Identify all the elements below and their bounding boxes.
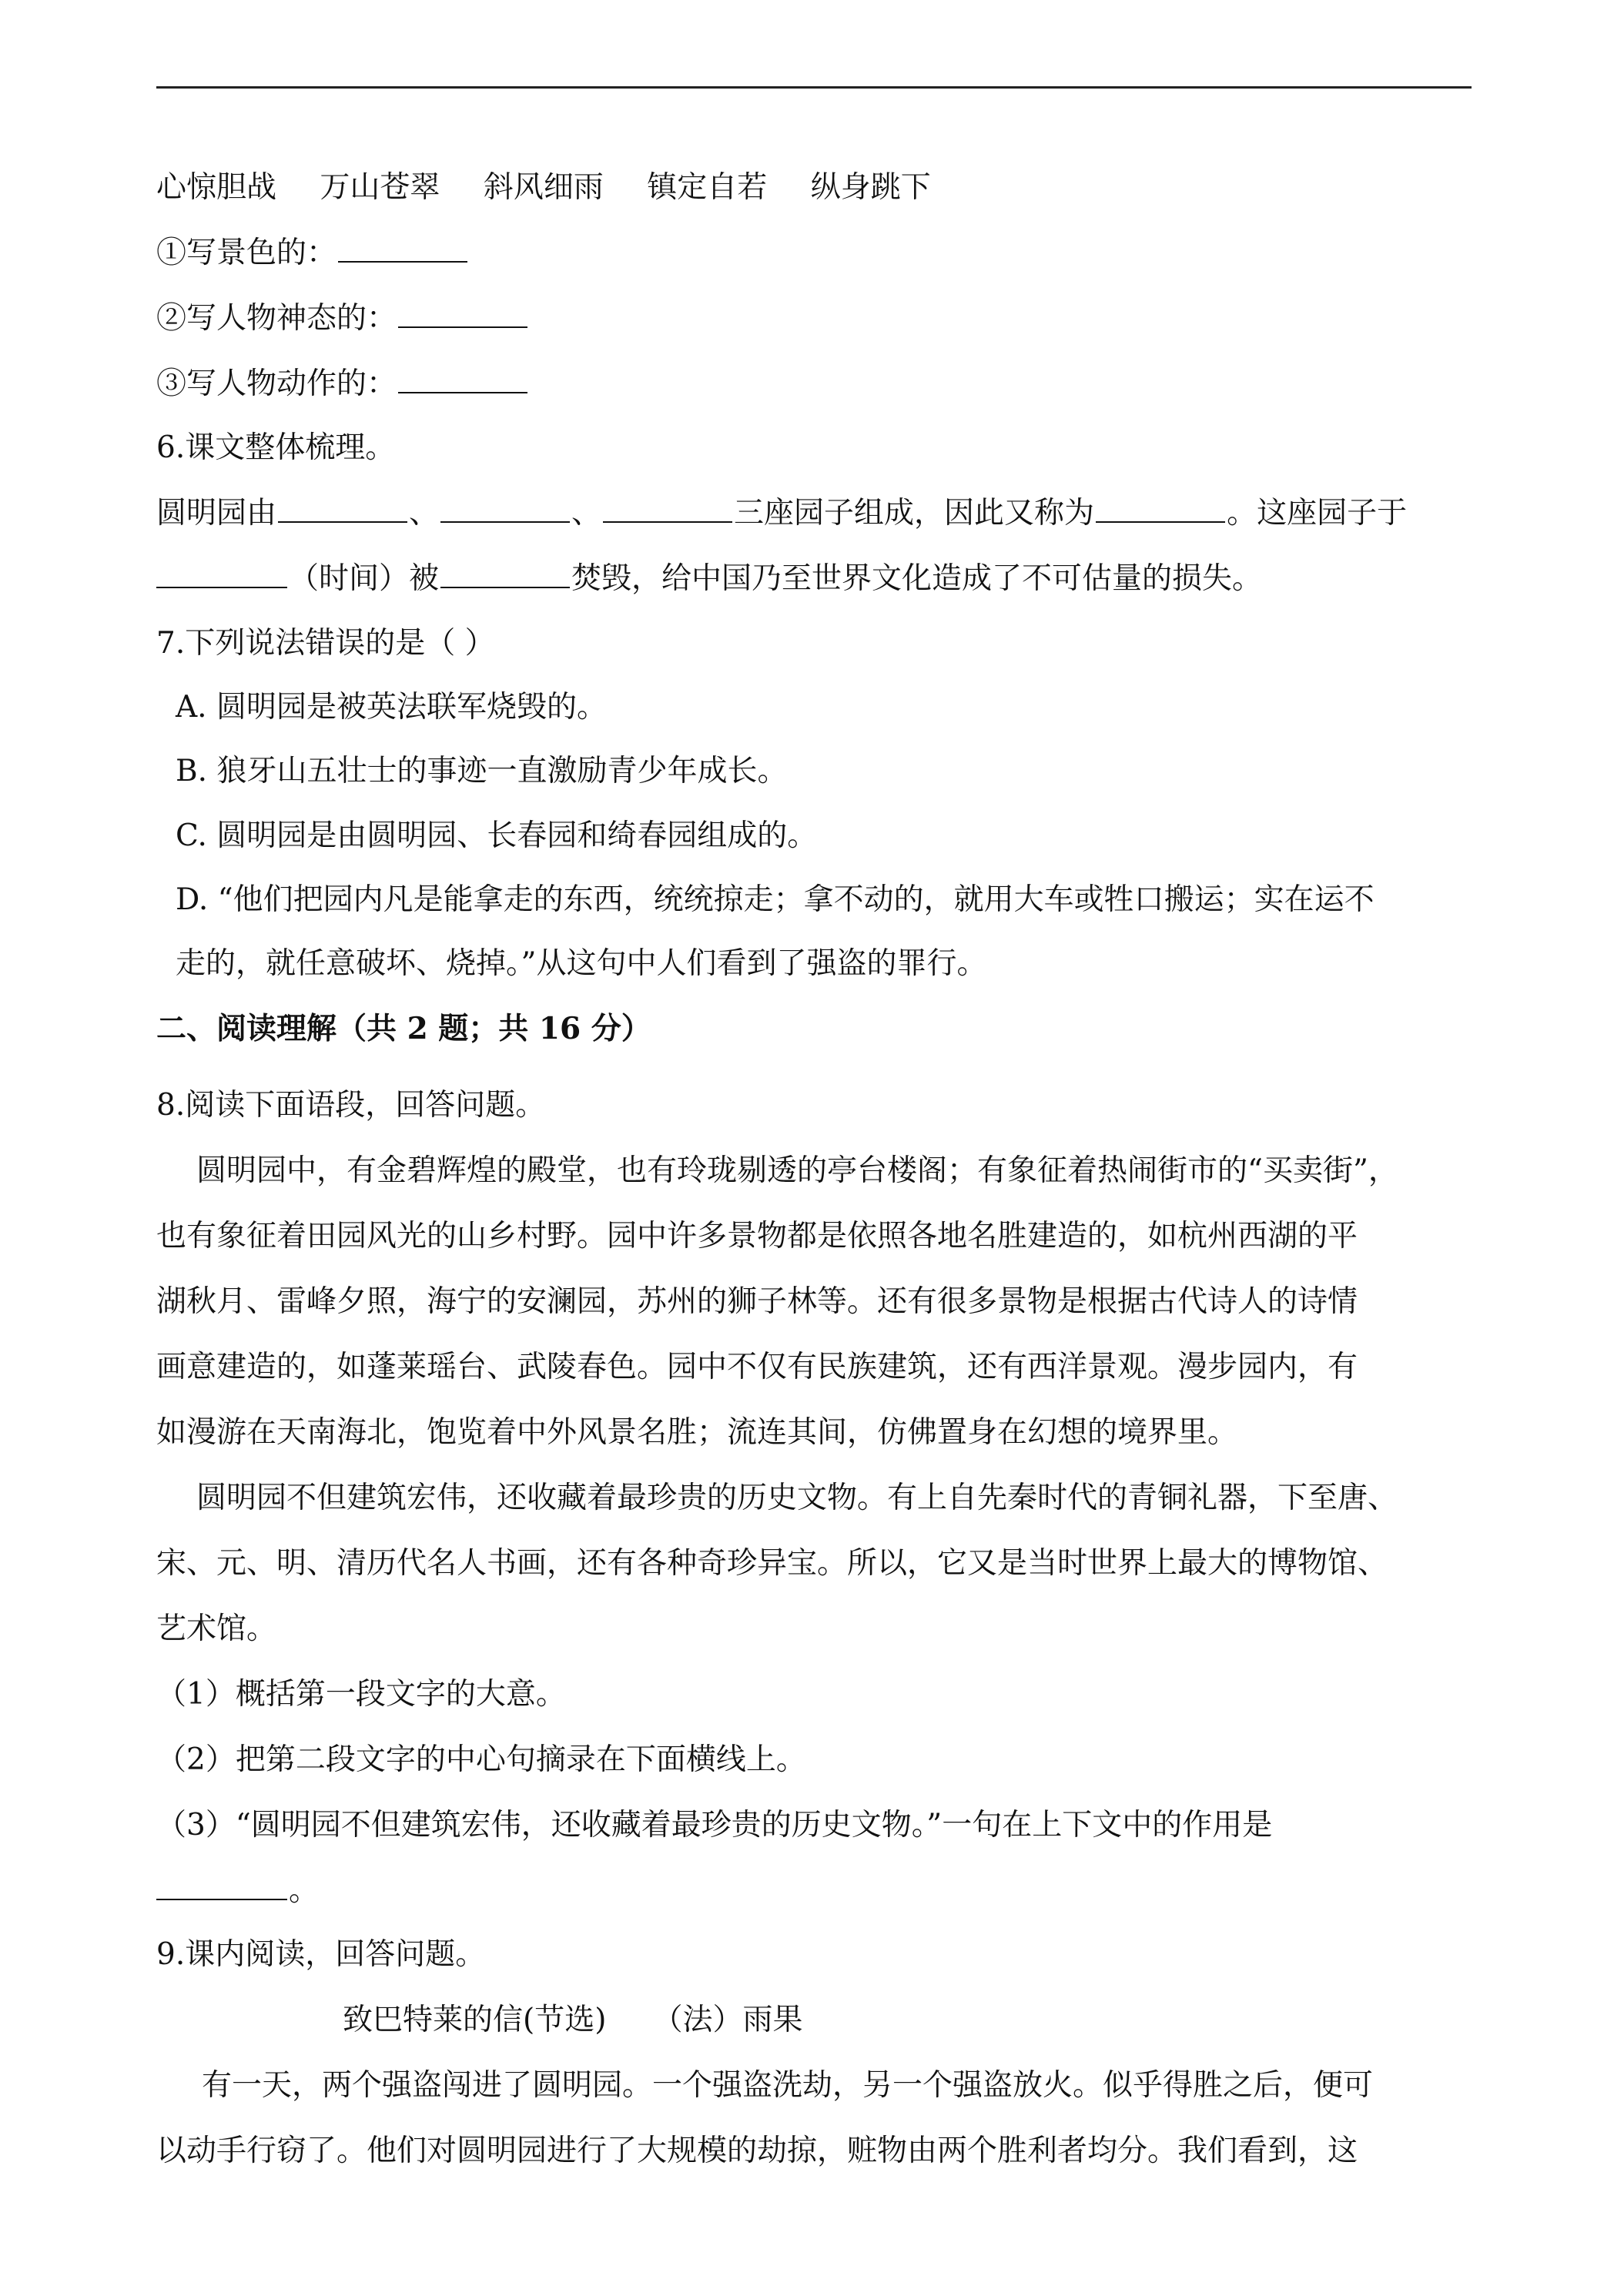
q5-item-label: ①写景色的： <box>156 236 337 270</box>
q8-text: 。 <box>289 1873 320 1908</box>
q6-text: 、 <box>571 496 602 530</box>
q6-text: 三座园子组成，因此又称为 <box>734 496 1095 530</box>
word-item: 心惊胆战 <box>156 170 277 205</box>
q6-line-2 <box>156 561 1262 598</box>
q7-title: 7.下列说法错误的是（ ） <box>156 626 495 661</box>
q6-text: 圆明园由 <box>156 496 277 530</box>
q7-option-d-cont: 走的，就任意破坏、烧掉。”从这句中人们看到了强盗的罪行。 <box>176 946 987 981</box>
q5-item-expression <box>156 300 529 338</box>
answer-blank[interactable] <box>278 498 407 523</box>
passage-line: 以动手行窃了。他们对圆明园进行了大规模的劫掠，赃物由两个胜利者均分。我们看到，这 <box>156 2134 1358 2168</box>
answer-blank[interactable] <box>1096 498 1225 523</box>
section-heading: 二、阅读理解（共 2 题；共 16 分） <box>156 1011 651 1046</box>
passage-line: 如漫游在天南海北，饱览着中外风景名胜；流连其间，仿佛置身在幻想的境界里。 <box>156 1415 1238 1450</box>
answer-blank[interactable] <box>603 498 732 523</box>
passage-line: 宋、元、明、清历代名人书画，还有各种奇珍异宝。所以，它又是当时世界上最大的博物馆、 <box>156 1546 1388 1581</box>
q5-item-action <box>156 366 529 403</box>
answer-blank[interactable] <box>398 303 527 328</box>
q7-option-c[interactable]: C. 圆明园是由圆明园、长春园和绮春园组成的。 <box>176 818 818 853</box>
passage-line: 湖秋月、雷峰夕照，海宁的安澜园，苏州的狮子林等。还有很多景物是根据古代诗人的诗情 <box>156 1284 1358 1319</box>
q8-question-3: （3）“圆明园不但建筑宏伟，还收藏着最珍贵的历史文物。”一句在上下文中的作用是 <box>156 1808 1273 1842</box>
answer-blank[interactable] <box>156 564 287 588</box>
word-item: 纵身跳下 <box>810 170 931 205</box>
q5-item-label: ②写人物神态的： <box>156 301 397 336</box>
answer-blank[interactable] <box>398 369 527 393</box>
q8-title: 8.阅读下面语段，回答问题。 <box>156 1088 546 1123</box>
answer-blank[interactable] <box>156 1876 287 1900</box>
q8-question-2: （2）把第二段文字的中心句摘录在下面横线上。 <box>156 1742 806 1777</box>
q5-item-label: ③写人物动作的： <box>156 366 397 401</box>
q6-line-1 <box>156 495 1407 533</box>
q6-text: 、 <box>409 496 440 530</box>
answer-blank[interactable] <box>440 498 570 523</box>
q8-question-3-answer <box>156 1873 319 1910</box>
answer-blank[interactable] <box>338 238 467 263</box>
q7-option-b[interactable]: B. 狼牙山五壮士的事迹一直激励青少年成长。 <box>176 754 788 788</box>
passage-heading <box>343 2002 802 2040</box>
q6-text: 。这座园子于 <box>1227 496 1408 530</box>
passage-title: 致巴特莱的信(节选) <box>343 2003 607 2037</box>
q6-text: （时间）被 <box>289 561 440 596</box>
q5-item-scenery <box>156 235 469 273</box>
passage-line: 艺术馆。 <box>156 1612 277 1646</box>
q6-text: 焚毁，给中国乃至世界文化造成了不可估量的损失。 <box>571 561 1263 596</box>
passage-line: 也有象征着田园风光的山乡村野。园中许多景物都是依照各地名胜建造的，如杭州西湖的平 <box>156 1219 1358 1253</box>
q7-option-d[interactable]: D. “他们把园内凡是能拿走的东西，统统掠走；拿不动的，就用大车或牲口搬运；实在运不 <box>176 882 1375 917</box>
passage-author: （法）雨果 <box>652 2003 803 2037</box>
word-item: 斜风细雨 <box>483 170 604 205</box>
answer-blank[interactable] <box>440 564 570 588</box>
word-item: 镇定自若 <box>647 170 768 205</box>
word-bank <box>156 169 931 207</box>
q9-title: 9.课内阅读，回答问题。 <box>156 1937 486 1972</box>
header-rule <box>156 86 1472 89</box>
passage-line: 圆明园不但建筑宏伟，还收藏着最珍贵的历史文物。有上自先秦时代的青铜礼器，下至唐、 <box>196 1481 1398 1515</box>
q7-option-a[interactable]: A. 圆明园是被英法联军烧毁的。 <box>176 690 607 725</box>
q6-title: 6.课文整体梳理。 <box>156 430 396 465</box>
q8-question-1: （1）概括第一段文字的大意。 <box>156 1677 566 1712</box>
word-item: 万山苍翠 <box>320 170 440 205</box>
passage-line: 有一天，两个强盗闯进了圆明园。一个强盗洗劫，另一个强盗放火。似乎得胜之后，便可 <box>202 2068 1374 2103</box>
passage-line: 圆明园中，有金碧辉煌的殿堂，也有玲珑剔透的亭台楼阁；有象征着热闹街市的“买卖街”， <box>196 1153 1398 1188</box>
passage-line: 画意建造的，如蓬莱瑶台、武陵春色。园中不仅有民族建筑，还有西洋景观。漫步园内，有 <box>156 1350 1358 1384</box>
